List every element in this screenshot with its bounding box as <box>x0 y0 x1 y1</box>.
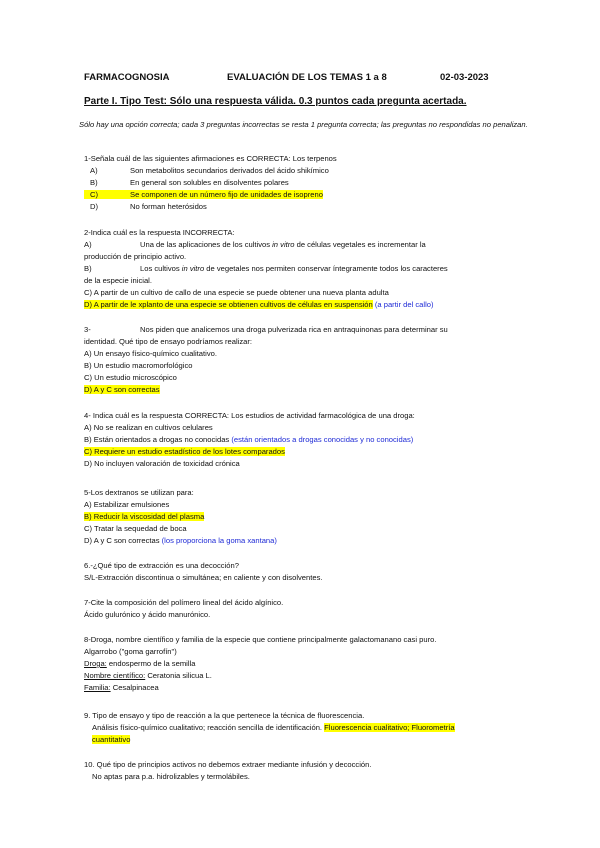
instructions: Sólo hay una opción correcta; cada 3 preguntas incorrectas se resta 1 pregunta correcta; las preguntas no respondidas no penalizan. <box>79 120 528 129</box>
question-stem: 10. Qué tipo de principios activos no debemos extraer mediante infusión y decocción. <box>84 760 372 769</box>
part-title: Parte I. Tipo Test: Sólo una respuesta válida. 0.3 puntos cada pregunta acertada. <box>84 96 467 107</box>
question-4 <box>84 410 524 470</box>
option-c-correct: C) Requiere un estudio estadístico de los lotes comparados <box>84 447 285 456</box>
answer: S/L-Extracción discontinua o simultánea; en caliente y con disolventes. <box>84 573 323 582</box>
option-b-correct: B) Reducir la viscosidad del plasma <box>84 512 205 521</box>
answer-droga: Droga: endospermo de la semilla <box>84 659 196 668</box>
option-b: B) Los cultivos in vitro de vegetales nos permiten conservar íntegramente todos los caracteres <box>84 264 448 273</box>
question-5 <box>84 487 524 547</box>
option-a-cont: producción de principio activo. <box>84 252 187 261</box>
option-a: A) Una de las aplicaciones de los cultivos in vitro de células vegetales es incrementar la <box>84 240 426 249</box>
question-stem: 3- Nos piden que analicemos una droga pulverizada rica en antraquinonas para determinar su <box>84 325 448 334</box>
question-stem: 7-Cite la composición del polímero lineal del ácido algínico. <box>84 598 284 607</box>
answer-cont: cuantitativo <box>92 735 131 744</box>
option-a: A) Son metabolitos secundarios derivados del ácido shikímico <box>90 166 329 175</box>
option-c-correct: C) Se componen de un número fijo de unidades de isopreno <box>84 189 524 201</box>
question-stem-cont: identidad. Qué tipo de ensayo podríamos realizar: <box>84 337 253 346</box>
question-8 <box>84 634 524 694</box>
option-d: D) No incluyen valoración de toxicidad crónica <box>84 459 240 468</box>
option-d: D) No forman heterósidos <box>90 202 207 211</box>
option-c: C) Tratar la sequedad de boca <box>84 524 187 533</box>
answer-scientific-name: Nombre científico: Ceratonia silicua L. <box>84 671 212 680</box>
question-stem: 9. Tipo de ensayo y tipo de reacción a la que pertenece la técnica de fluorescencia. <box>84 711 365 720</box>
option-d: D) A y C son correctas (los proporciona la goma xantana) <box>84 536 277 545</box>
question-stem: 8-Droga, nombre científico y familia de la especie que contiene principalmente galactomanano casi puro. <box>84 635 437 644</box>
question-stem: 1-Señala cuál de las siguientes afirmaciones es CORRECTA: Los terpenos <box>84 154 337 163</box>
question-10 <box>84 759 524 783</box>
option-a: A) No se realizan en cultivos celulares <box>84 423 213 432</box>
option-b: B) Están orientados a drogas no conocidas (están orientados a drogas conocidas y no conocidas) <box>84 435 414 444</box>
question-stem: 6.-¿Qué tipo de extracción es una decocción? <box>84 561 239 570</box>
answer: Análisis físico-químico cualitativo; reacción sencilla de identificación. Fluorescencia cualitativo; Fluorometría <box>92 723 455 732</box>
answer: No aptas para p.a. hidrolizables y termolábiles. <box>92 772 250 781</box>
question-9 <box>84 710 524 746</box>
question-stem: 5-Los dextranos se utilizan para: <box>84 488 194 497</box>
question-6 <box>84 560 524 584</box>
answer: Ácido gulurónico y ácido manurónico. <box>84 610 211 619</box>
question-7 <box>84 597 524 621</box>
question-3 <box>84 324 524 396</box>
subject-title: FARMACOGNOSIA <box>84 72 170 83</box>
option-c: C) A partir de un cultivo de callo de una especie se puede obtener una nueva planta adulta <box>84 288 389 297</box>
question-1 <box>84 153 524 213</box>
option-a: A) Un ensayo físico-químico cualitativo. <box>84 349 217 358</box>
answer-family: Familia: Cesalpinacea <box>84 683 159 692</box>
option-b: B) Un estudio macromorfológico <box>84 361 193 370</box>
question-stem: 4- Indica cuál es la respuesta CORRECTA: Los estudios de actividad farmacológica de una droga: <box>84 411 415 420</box>
answer-line: Algarrobo ("goma garrofín") <box>84 647 177 656</box>
exam-date: 02-03-2023 <box>440 72 489 83</box>
question-2 <box>84 227 524 311</box>
option-d-correct: D) A y C son correctas <box>84 385 160 394</box>
option-c: C) Un estudio microscópico <box>84 373 177 382</box>
option-d-correct: D) A partir de le xplanto de una especie se obtienen cultivos de células en suspensión (a partir del callo) <box>84 300 434 309</box>
option-b: B) En general son solubles en disolventes polares <box>90 178 289 187</box>
exam-title: EVALUACIÓN DE LOS TEMAS 1 a 8 <box>227 72 387 83</box>
question-stem: 2-Indica cuál es la respuesta INCORRECTA: <box>84 228 235 237</box>
option-a: A) Estabilizar emulsiones <box>84 500 170 509</box>
option-b-cont: de la especie inicial. <box>84 276 152 285</box>
